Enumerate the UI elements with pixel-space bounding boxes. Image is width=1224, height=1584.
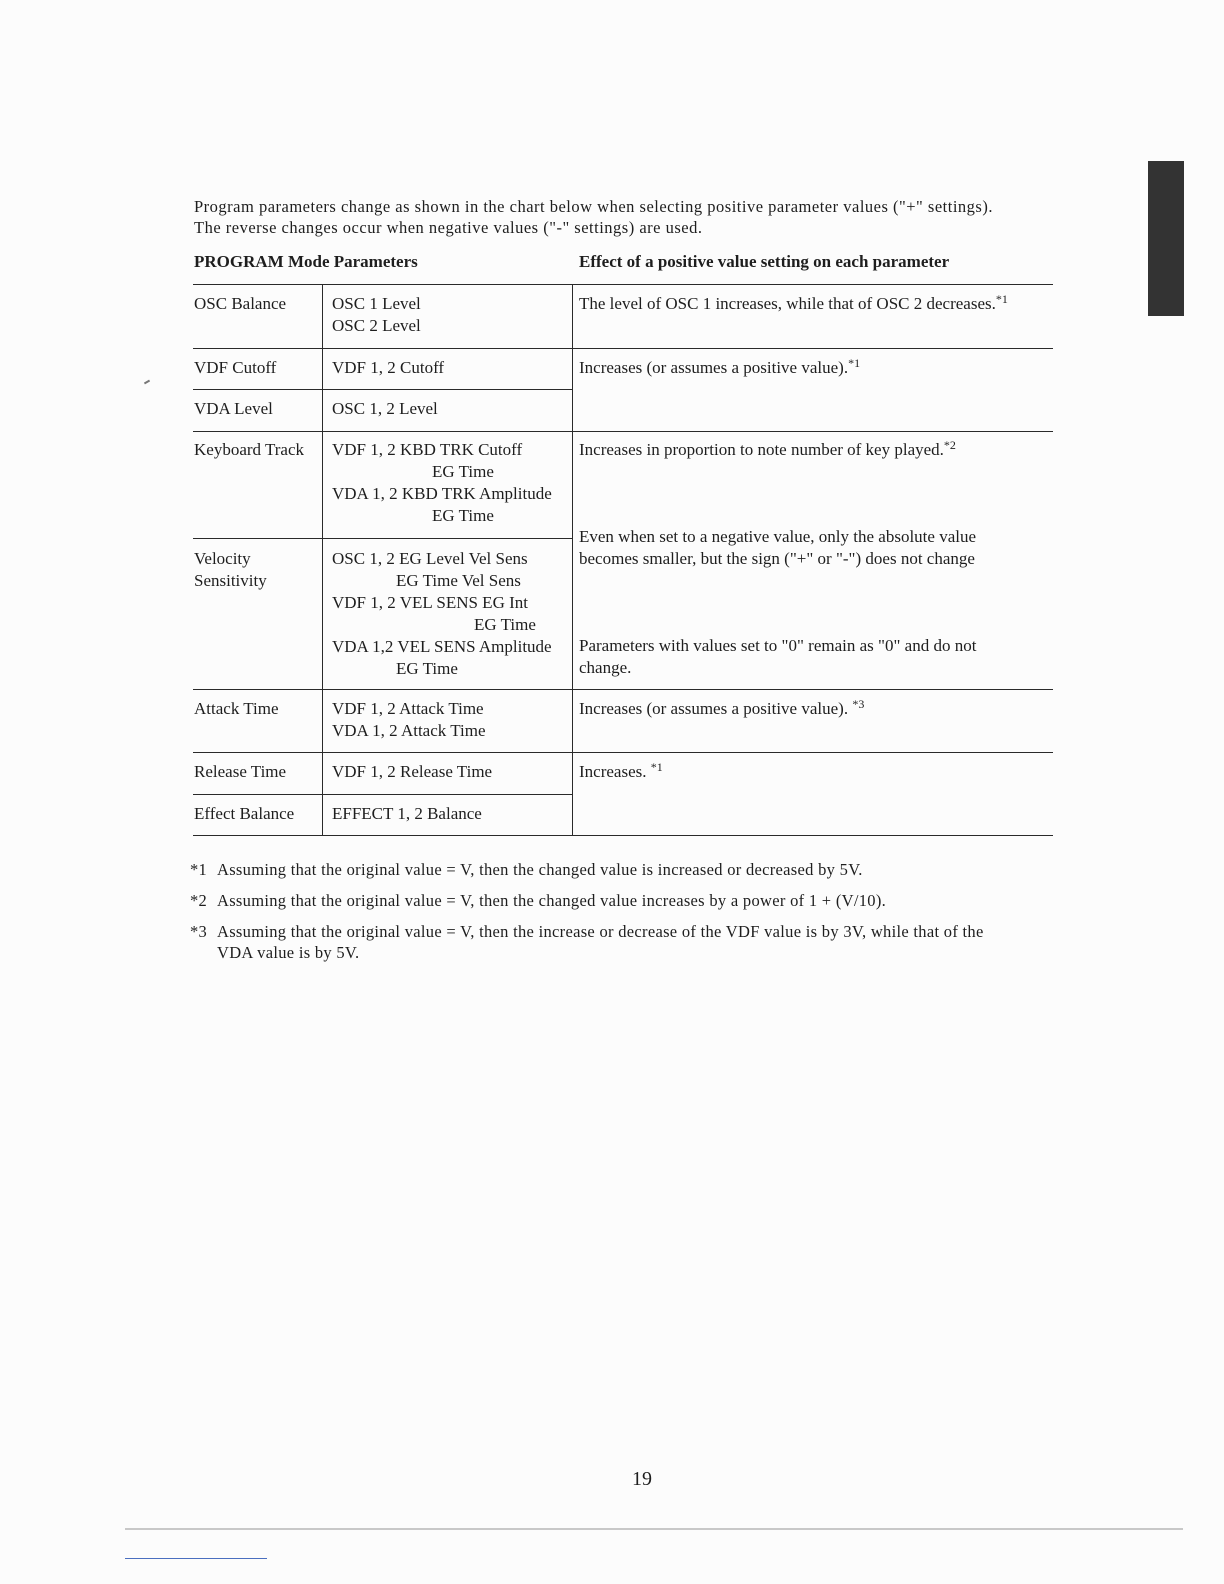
param-effect-balance: Effect Balance xyxy=(194,804,295,823)
param-name-line: Velocity xyxy=(194,549,251,568)
intro-paragraph xyxy=(194,196,1114,238)
footnote-continuation: VDA value is by 5V. xyxy=(217,943,360,962)
footnote xyxy=(190,890,1090,911)
param-release-time: Release Time xyxy=(194,762,287,781)
footnote-ref: *1 xyxy=(650,760,663,774)
detail-line: EG Time xyxy=(432,462,494,481)
footnote-number: *1 xyxy=(190,860,208,879)
param-keyboard-track: Keyboard Track xyxy=(194,440,305,459)
effect-release-time xyxy=(579,761,663,783)
effect-text: Increases in proportion to note number of key played. xyxy=(579,440,944,459)
param-detail xyxy=(332,439,552,527)
effect-sign-note xyxy=(579,526,976,570)
footnote-ref: *3 xyxy=(852,697,865,711)
footnote-text: Assuming that the original value = V, then the changed value is increased or decreased by 5V. xyxy=(217,860,863,879)
footnote-number: *2 xyxy=(190,891,208,910)
detail-line: VDF 1, 2 VEL SENS EG Int xyxy=(332,593,528,612)
footnote-ref: *1 xyxy=(848,356,861,370)
scan-mark xyxy=(144,380,150,385)
footnote-text: Assuming that the original value = V, then the increase or decrease of the VDF value is by 3V, while that of the xyxy=(217,922,984,941)
detail-line: VDF 1, 2 Attack Time xyxy=(332,699,484,718)
param-vda-level: VDA Level xyxy=(194,399,273,418)
footnote xyxy=(190,921,1090,963)
table-column-rule xyxy=(322,284,323,836)
detail-line: EG Time xyxy=(432,506,494,525)
effect-vdf-cutoff xyxy=(579,357,860,379)
table-column-rule xyxy=(572,284,573,836)
effect-osc-balance xyxy=(579,293,1008,315)
param-attack-time: Attack Time xyxy=(194,699,279,718)
effect-line: Parameters with values set to "0" remain as "0" and do not xyxy=(579,636,977,655)
table-header-effect: Effect of a positive value setting on each parameter xyxy=(579,252,950,271)
detail-line: EG Time xyxy=(474,615,536,634)
effect-line: becomes smaller, but the sign ("+" or "-") does not change xyxy=(579,549,975,568)
effect-text: Increases. xyxy=(579,762,647,781)
param-velocity-sensitivity xyxy=(194,548,267,592)
effect-attack-time xyxy=(579,698,864,720)
footnote-number: *3 xyxy=(190,922,208,941)
detail-line: OSC 2 Level xyxy=(332,316,421,335)
intro-line-1: Program parameters change as shown in the chart below when selecting positive parameter values ("+" settings). xyxy=(194,197,993,216)
footnote-ref: *1 xyxy=(995,292,1008,306)
detail-line: EG Time xyxy=(396,659,458,678)
detail-line: VDA 1, 2 Attack Time xyxy=(332,721,486,740)
detail-line: OSC 1 Level xyxy=(332,294,421,313)
scan-edge-line xyxy=(125,1558,267,1559)
param-vdf-cutoff: VDF Cutoff xyxy=(194,358,277,377)
footnote xyxy=(190,859,1090,880)
table-rule xyxy=(193,389,573,390)
detail-line: VDA 1, 2 KBD TRK Amplitude xyxy=(332,484,552,503)
detail-line: OSC 1, 2 Level xyxy=(332,399,438,418)
detail-line: OSC 1, 2 EG Level Vel Sens xyxy=(332,549,528,568)
effect-line: change. xyxy=(579,658,632,677)
param-detail xyxy=(332,698,486,742)
footnote-text: Assuming that the original value = V, then the changed value increases by a power of 1 + (V/10). xyxy=(217,891,887,910)
effect-line: Even when set to a negative value, only the absolute value xyxy=(579,527,977,546)
effect-zero-note xyxy=(579,635,976,679)
detail-line: VDF 1, 2 KBD TRK Cutoff xyxy=(332,440,523,459)
intro-line-2: The reverse changes occur when negative values ("-" settings) are used. xyxy=(194,218,703,237)
table-rule xyxy=(193,794,573,795)
effect-text: Increases (or assumes a positive value). xyxy=(579,699,849,718)
detail-line: EFFECT 1, 2 Balance xyxy=(332,804,482,823)
page-number: 19 xyxy=(632,1468,652,1490)
footnote-ref: *2 xyxy=(943,438,956,452)
param-osc-balance: OSC Balance xyxy=(194,294,287,313)
effect-text: The level of OSC 1 increases, while that of OSC 2 decreases. xyxy=(579,294,996,313)
detail-line: VDF 1, 2 Cutoff xyxy=(332,358,445,377)
effect-text: Increases (or assumes a positive value). xyxy=(579,358,849,377)
table-rule xyxy=(193,538,573,539)
param-detail xyxy=(332,548,552,680)
detail-line: VDA 1,2 VEL SENS Amplitude xyxy=(332,637,552,656)
table-header-parameters: PROGRAM Mode Parameters xyxy=(194,252,418,271)
effect-keyboard-track xyxy=(579,439,956,461)
param-detail xyxy=(332,293,421,337)
section-tab-marker xyxy=(1148,161,1184,316)
detail-line: VDF 1, 2 Release Time xyxy=(332,762,493,781)
detail-line: EG Time Vel Sens xyxy=(396,571,521,590)
param-name-line: Sensitivity xyxy=(194,571,267,590)
bottom-divider xyxy=(125,1528,1183,1530)
